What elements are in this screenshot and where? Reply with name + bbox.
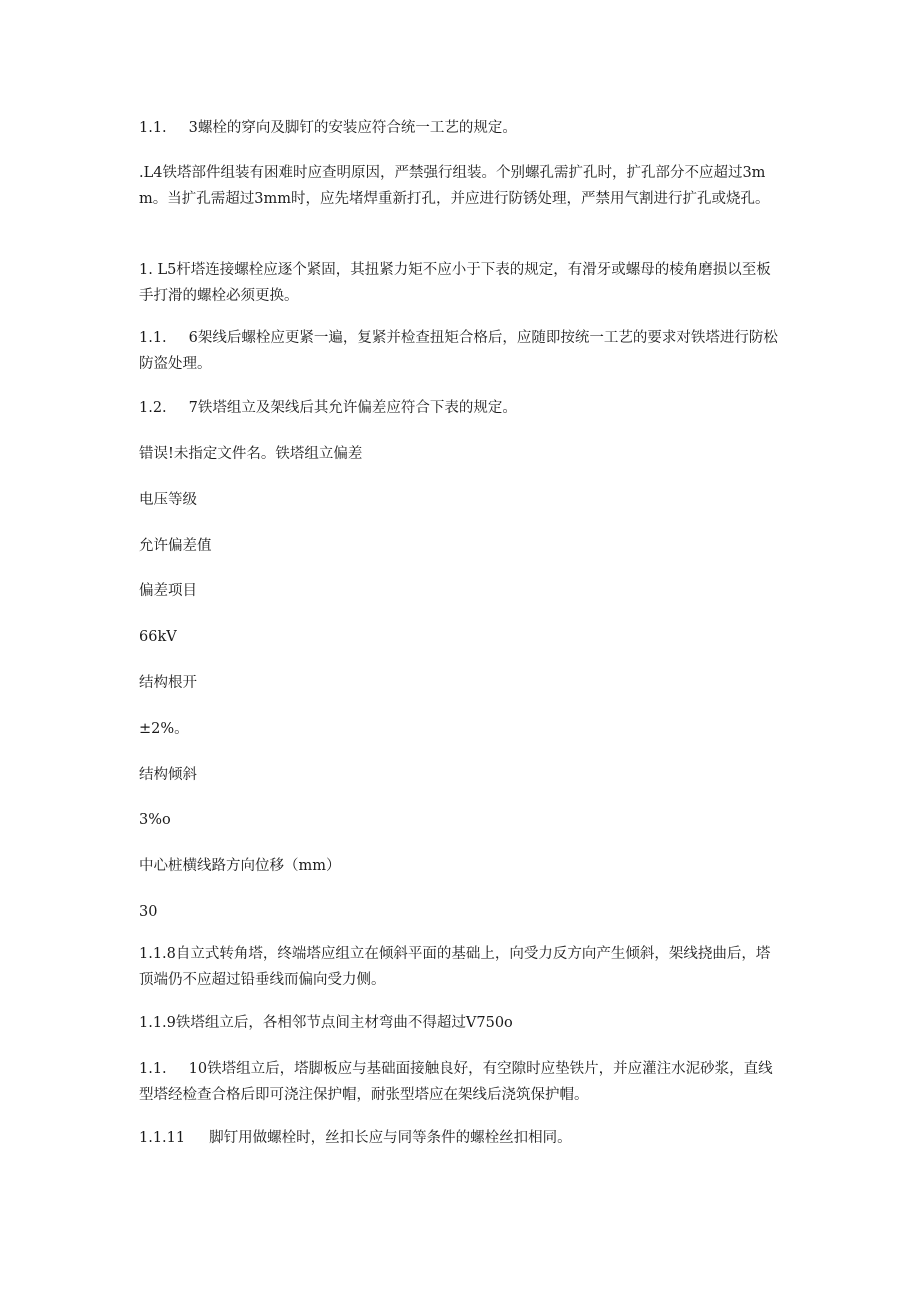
table-cell-root-spacing: 结构根开 <box>139 675 197 691</box>
paragraph-1-1-6: 1.1. 6架线后螺栓应更紧一遍，复紧并检查扭矩合格后，应随即按统一工艺的要求对铁塔进行防松防盗处理。 <box>139 330 778 372</box>
paragraph-1-1-9: 1.1.9铁塔组立后，各相邻节点间主材弯曲不得超过V750o <box>139 1015 513 1031</box>
paragraph-l5: 1. L5杆塔连接螺栓应逐个紧固，其扭紧力矩不应小于下表的规定，有滑牙或螺母的棱角磨损以至板手打滑的螺栓必须更换。 <box>139 262 771 304</box>
table-cell-pm-2-percent: ±2%。 <box>139 721 189 737</box>
table-cell-30: 30 <box>139 904 158 920</box>
table-cell-voltage-level: 电压等级 <box>139 492 197 508</box>
paragraph-1-1-10: 1.1. 10铁塔组立后，塔脚板应与基础面接触良好，有空隙时应垫铁片，并应灌注水泥砂浆，直线型塔经检查合格后即可浇注保护帽，耐张型塔应在架线后浇筑保护帽。 <box>139 1061 773 1103</box>
table-cell-66kv: 66kV <box>139 629 177 645</box>
paragraph-1-1-11: 1.1.11 脚钉用做螺栓时，丝扣长应与同等条件的螺栓丝扣相同。 <box>139 1130 572 1146</box>
table-cell-3-permille: 3%o <box>139 812 171 828</box>
paragraph-l4: .L4铁塔部件组装有困难时应查明原因，严禁强行组装。个别螺孔需扩孔时，扩孔部分不应超过3mm。当扩孔需超过3mm时，应先堵焊重新打孔，并应进行防锈处理，严禁用气割进行扩孔或烧孔。 <box>139 165 770 207</box>
table-cell-structure-tilt: 结构倾斜 <box>139 767 197 783</box>
paragraph-1-1-8: 1.1.8自立式转角塔，终端塔应组立在倾斜平面的基础上，向受力反方向产生倾斜，架线挠曲后，塔顶端仍不应超过铅垂线而偏向受力侧。 <box>139 946 771 988</box>
paragraph-1-1-3: 1.1. 3螺栓的穿向及脚钉的安装应符合统一工艺的规定。 <box>139 120 517 136</box>
table-cell-center-pile-displacement: 中心桩横线路方向位移（mm） <box>139 858 341 874</box>
paragraph-1-2-7: 1.2. 7铁塔组立及架线后其允许偏差应符合下表的规定。 <box>139 400 517 416</box>
table-caption: 错误!未指定文件名。铁塔组立偏差 <box>139 446 363 462</box>
table-cell-deviation-item: 偏差项目 <box>139 583 197 599</box>
table-cell-allowed-deviation: 允许偏差值 <box>139 538 212 554</box>
